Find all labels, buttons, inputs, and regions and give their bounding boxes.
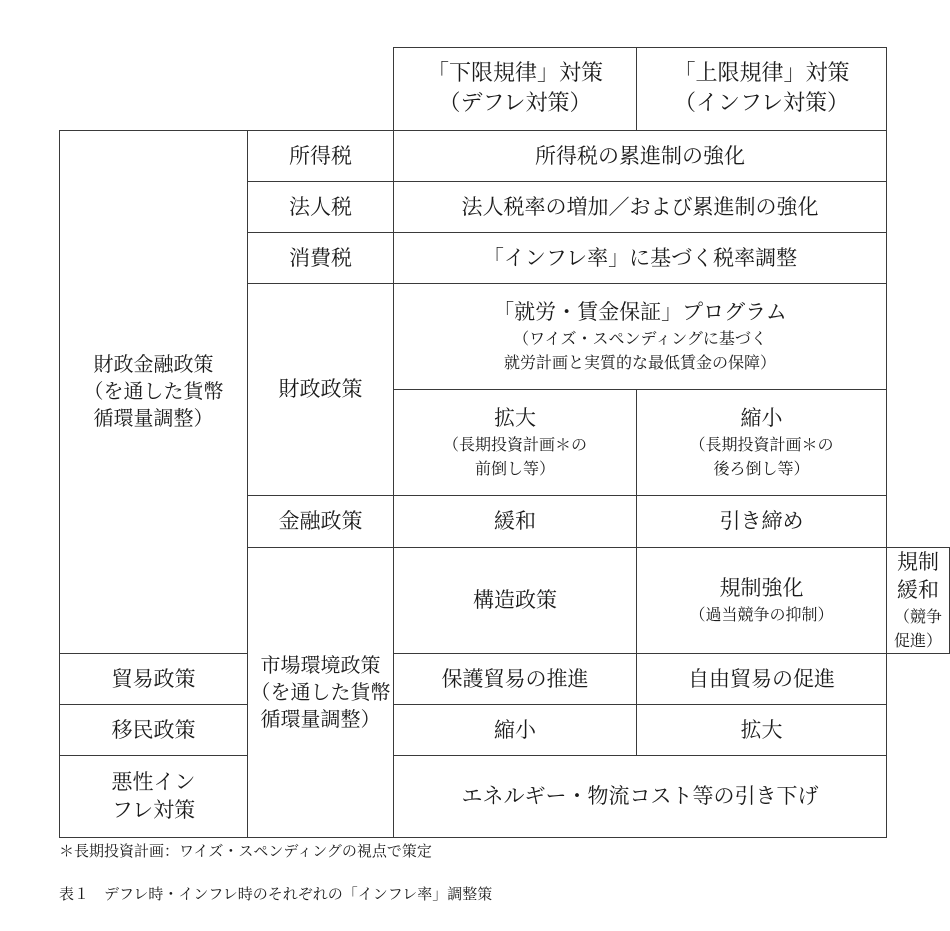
fiscal-lower-note1: （長期投資計画＊の (442, 434, 587, 454)
row-label-structural-policy: 構造政策 (394, 548, 637, 654)
cell-monetary-upper: 引き締め (637, 496, 887, 548)
fiscal-lower-main: 拡大 (494, 406, 536, 431)
row-label-income-tax: 所得税 (248, 131, 394, 182)
header-lower-line2: （デフレ対策） (438, 91, 592, 116)
header-upper-limit (637, 48, 887, 131)
category-fiscal-line2: （を通した貨幣 (83, 379, 224, 404)
cell-fiscal-lower (394, 390, 637, 496)
row-label-monetary-policy: 金融政策 (248, 496, 394, 548)
structural-lower-main: 規制強化 (719, 576, 804, 601)
inflation-adjustment-table (59, 47, 950, 838)
row-label-corporate-tax: 法人税 (248, 182, 394, 233)
structural-lower-note: （過当競争の抑制） (689, 604, 834, 624)
bad-inflation-line1: 悪性イン (111, 769, 196, 794)
program-note2: 就労計画と実質的な最低賃金の保障） (503, 352, 776, 372)
category-fiscal-monetary (60, 131, 248, 654)
category-fiscal-line1: 財政金融政策 (93, 352, 214, 377)
fiscal-upper-note2: 後ろ倒し等） (713, 458, 810, 478)
cell-consumption-tax: 「インフレ率」に基づく税率調整 (394, 233, 887, 284)
cell-structural-lower (637, 548, 887, 654)
fiscal-lower-note2: 前倒し等） (474, 458, 555, 478)
program-title: 「就労・賃金保証」プログラム (493, 300, 787, 325)
footnote: ＊長期投資計画：ワイズ・スペンディングの視点で策定 (59, 842, 432, 860)
structural-upper-note: （競争促進） (893, 606, 942, 650)
cell-structural-upper (887, 548, 950, 654)
category-market-environment (248, 548, 394, 838)
header-blank (60, 48, 394, 131)
category-fiscal-line3: 循環量調整） (93, 406, 214, 431)
cell-bad-inflation: エネルギー・物流コスト等の引き下げ (394, 755, 887, 837)
bad-inflation-line2: フレ対策 (111, 798, 196, 823)
cell-trade-upper: 自由貿易の促進 (637, 653, 887, 704)
cell-immigration-lower: 縮小 (394, 704, 637, 755)
row-label-fiscal-policy: 財政政策 (248, 284, 394, 496)
cell-trade-lower: 保護貿易の推進 (394, 653, 637, 704)
header-upper-line2: （インフレ対策） (673, 91, 850, 116)
table-caption: 表１ デフレ時・インフレ時のそれぞれの「インフレ率」調整策 (59, 885, 493, 903)
category-market-line3: 循環量調整） (260, 706, 381, 731)
header-lower-limit (394, 48, 637, 131)
fiscal-upper-main: 縮小 (740, 406, 783, 431)
row-label-immigration-policy: 移民政策 (60, 704, 248, 755)
category-market-line2: （を通した貨幣 (250, 679, 391, 704)
cell-immigration-upper: 拡大 (637, 704, 887, 755)
fiscal-upper-note1: （長期投資計画＊の (689, 434, 834, 454)
row-label-bad-inflation (60, 755, 248, 837)
row-label-consumption-tax: 消費税 (248, 233, 394, 284)
program-note1: （ワイズ・スペンディングに基づく (513, 328, 767, 348)
row-label-trade-policy: 貿易政策 (60, 653, 248, 704)
header-lower-line1: 「下限規律」対策 (426, 61, 603, 87)
structural-upper-main: 規制緩和 (897, 550, 939, 603)
cell-income-tax: 所得税の累進制の強化 (394, 131, 887, 182)
cell-monetary-lower: 緩和 (394, 496, 637, 548)
cell-fiscal-upper (637, 390, 887, 496)
header-upper-line1: 「上限規律」対策 (673, 61, 850, 87)
cell-corporate-tax: 法人税率の増加／および累進制の強化 (394, 182, 887, 233)
cell-employment-program (394, 284, 887, 390)
category-market-line1: 市場環境政策 (260, 652, 381, 677)
